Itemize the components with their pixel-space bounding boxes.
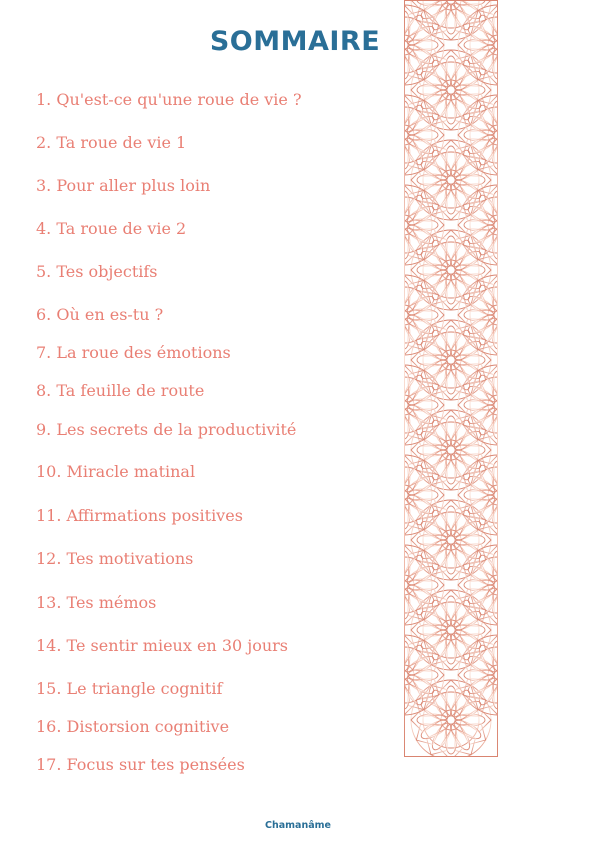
toc-item[interactable]: 13. Tes mémos xyxy=(36,593,157,612)
toc-item[interactable]: 7. La roue des émotions xyxy=(36,343,231,362)
toc-item[interactable]: 5. Tes objectifs xyxy=(36,262,158,281)
toc-item[interactable]: 1. Qu'est-ce qu'une roue de vie ? xyxy=(36,90,302,109)
toc-item[interactable]: 6. Où en es-tu ? xyxy=(36,305,164,324)
toc-item[interactable]: 17. Focus sur tes pensées xyxy=(36,755,245,774)
toc-item[interactable]: 14. Te sentir mieux en 30 jours xyxy=(36,636,289,655)
toc-item[interactable]: 4. Ta roue de vie 2 xyxy=(36,219,187,238)
toc-item[interactable]: 3. Pour aller plus loin xyxy=(36,176,211,195)
brand-logo: Chamanâme xyxy=(265,820,331,831)
toc-item[interactable]: 11. Affirmations positives xyxy=(36,506,243,525)
toc-item[interactable]: 9. Les secrets de la productivité xyxy=(36,420,297,439)
toc-item[interactable]: 10. Miracle matinal xyxy=(36,462,196,481)
decorative-pattern-band xyxy=(404,0,498,757)
toc-item[interactable]: 12. Tes motivations xyxy=(36,549,194,568)
toc-item[interactable]: 2. Ta roue de vie 1 xyxy=(36,133,187,152)
toc-item[interactable]: 8. Ta feuille de route xyxy=(36,381,205,400)
toc-item[interactable]: 15. Le triangle cognitif xyxy=(36,679,223,698)
page-title: SOMMAIRE xyxy=(209,26,381,57)
toc-item[interactable]: 16. Distorsion cognitive xyxy=(36,717,230,736)
